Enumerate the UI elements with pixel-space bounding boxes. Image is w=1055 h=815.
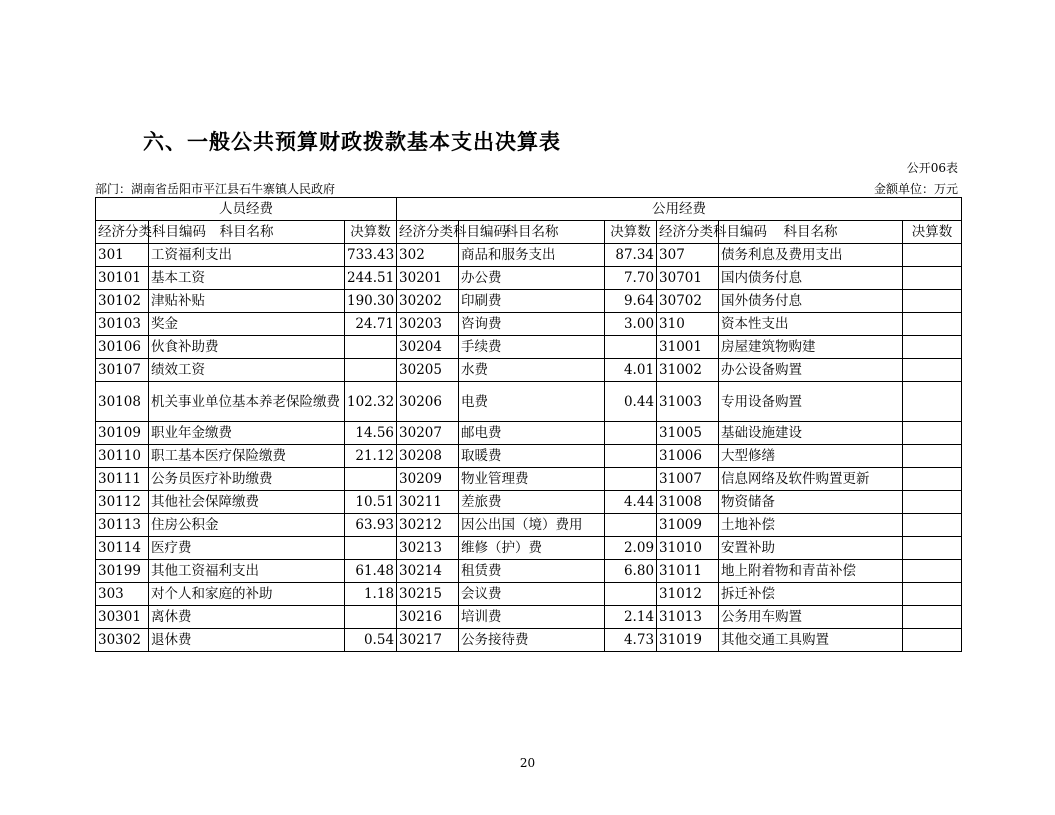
name-cell: 国内债务付息 — [719, 267, 903, 290]
code-cell: 302 — [397, 244, 459, 267]
amount-cell — [903, 244, 962, 267]
table-row — [96, 382, 962, 422]
code-cell: 30114 — [96, 537, 149, 560]
code-cell: 30203 — [397, 313, 459, 336]
code-cell: 30204 — [397, 336, 459, 359]
table-row — [96, 267, 962, 290]
amount-cell: 733.43 — [345, 244, 397, 267]
table-row — [96, 560, 962, 583]
amount-cell: 2.09 — [605, 537, 657, 560]
name-cell: 安置补助 — [719, 537, 903, 560]
name-cell: 奖金 — [149, 313, 345, 336]
name-cell: 资本性支出 — [719, 313, 903, 336]
table-row — [96, 244, 962, 267]
code-cell: 31011 — [657, 560, 719, 583]
amount-cell — [903, 359, 962, 382]
amount-cell — [903, 537, 962, 560]
amount-cell: 61.48 — [345, 560, 397, 583]
name-cell: 拆迁补偿 — [719, 583, 903, 606]
name-cell: 办公设备购置 — [719, 359, 903, 382]
name-cell: 其他交通工具购置 — [719, 629, 903, 652]
code-cell: 307 — [657, 244, 719, 267]
code-cell: 30201 — [397, 267, 459, 290]
name-cell: 国外债务付息 — [719, 290, 903, 313]
code-cell: 31005 — [657, 422, 719, 445]
name-cell: 医疗费 — [149, 537, 345, 560]
table-row — [96, 359, 962, 382]
name-cell: 咨询费 — [459, 313, 605, 336]
table-row — [96, 468, 962, 491]
amount-cell: 0.44 — [605, 382, 657, 422]
name-cell: 基础设施建设 — [719, 422, 903, 445]
name-cell: 公务员医疗补助缴费 — [149, 468, 345, 491]
table-row — [96, 336, 962, 359]
code-cell: 310 — [657, 313, 719, 336]
header-amount: 决算数 — [903, 221, 962, 244]
amount-cell: 14.56 — [345, 422, 397, 445]
code-cell: 30110 — [96, 445, 149, 468]
amount-cell — [345, 606, 397, 629]
code-cell: 31001 — [657, 336, 719, 359]
amount-cell — [605, 514, 657, 537]
code-cell: 30102 — [96, 290, 149, 313]
amount-cell: 10.51 — [345, 491, 397, 514]
name-cell: 债务利息及费用支出 — [719, 244, 903, 267]
form-code: 公开06表 — [906, 161, 958, 175]
code-cell: 30206 — [397, 382, 459, 422]
table-row — [96, 491, 962, 514]
name-cell: 商品和服务支出 — [459, 244, 605, 267]
code-cell: 31010 — [657, 537, 719, 560]
code-cell: 303 — [96, 583, 149, 606]
amount-cell — [903, 560, 962, 583]
amount-cell — [903, 468, 962, 491]
code-cell: 30106 — [96, 336, 149, 359]
header-amount: 决算数 — [605, 221, 657, 244]
name-cell: 印刷费 — [459, 290, 605, 313]
name-cell: 绩效工资 — [149, 359, 345, 382]
amount-cell — [903, 336, 962, 359]
code-cell: 30113 — [96, 514, 149, 537]
code-cell: 31013 — [657, 606, 719, 629]
amount-cell — [903, 267, 962, 290]
name-cell: 其他社会保障缴费 — [149, 491, 345, 514]
amount-cell — [903, 491, 962, 514]
amount-cell — [903, 382, 962, 422]
code-cell: 30208 — [397, 445, 459, 468]
amount-cell: 9.64 — [605, 290, 657, 313]
amount-cell: 4.73 — [605, 629, 657, 652]
amount-cell — [345, 468, 397, 491]
table-row — [96, 422, 962, 445]
amount-cell — [345, 537, 397, 560]
name-cell: 大型修缮 — [719, 445, 903, 468]
code-cell: 30109 — [96, 422, 149, 445]
code-cell: 30112 — [96, 491, 149, 514]
amount-cell — [903, 583, 962, 606]
name-cell: 退休费 — [149, 629, 345, 652]
name-cell: 土地补偿 — [719, 514, 903, 537]
code-cell: 30214 — [397, 560, 459, 583]
name-cell: 因公出国（境）费用 — [459, 514, 605, 537]
code-cell: 30103 — [96, 313, 149, 336]
code-cell: 31003 — [657, 382, 719, 422]
amount-cell — [605, 583, 657, 606]
code-cell: 30216 — [397, 606, 459, 629]
code-cell: 30701 — [657, 267, 719, 290]
name-cell: 差旅费 — [459, 491, 605, 514]
amount-cell: 24.71 — [345, 313, 397, 336]
table-body — [96, 244, 962, 652]
name-cell: 水费 — [459, 359, 605, 382]
expenditure-table — [95, 197, 962, 652]
table-row — [96, 606, 962, 629]
amount-cell — [903, 606, 962, 629]
amount-cell: 6.80 — [605, 560, 657, 583]
name-cell: 房屋建筑物购建 — [719, 336, 903, 359]
amount-cell — [903, 514, 962, 537]
name-cell: 租赁费 — [459, 560, 605, 583]
name-cell: 工资福利支出 — [149, 244, 345, 267]
code-cell: 30202 — [397, 290, 459, 313]
amount-cell — [605, 336, 657, 359]
code-cell: 31007 — [657, 468, 719, 491]
table-row — [96, 514, 962, 537]
name-cell: 其他工资福利支出 — [149, 560, 345, 583]
amount-cell — [903, 290, 962, 313]
amount-cell — [605, 468, 657, 491]
code-cell: 31006 — [657, 445, 719, 468]
name-cell: 基本工资 — [149, 267, 345, 290]
amount-cell: 87.34 — [605, 244, 657, 267]
amount-cell: 0.54 — [345, 629, 397, 652]
code-cell: 30199 — [96, 560, 149, 583]
name-cell: 手续费 — [459, 336, 605, 359]
amount-cell — [903, 629, 962, 652]
table-row — [96, 629, 962, 652]
name-cell: 会议费 — [459, 583, 605, 606]
amount-cell — [903, 313, 962, 336]
code-cell: 30301 — [96, 606, 149, 629]
code-cell: 31009 — [657, 514, 719, 537]
amount-cell — [605, 422, 657, 445]
header-amount: 决算数 — [345, 221, 397, 244]
code-cell: 30213 — [397, 537, 459, 560]
name-cell: 对个人和家庭的补助 — [149, 583, 345, 606]
name-cell: 职工基本医疗保险缴费 — [149, 445, 345, 468]
code-cell: 30702 — [657, 290, 719, 313]
name-cell: 津贴补贴 — [149, 290, 345, 313]
amount-cell: 63.93 — [345, 514, 397, 537]
code-cell: 31002 — [657, 359, 719, 382]
amount-cell — [605, 445, 657, 468]
page-title: 六、一般公共预算财政拨款基本支出决算表 — [143, 130, 561, 154]
code-cell: 30207 — [397, 422, 459, 445]
header-code: 经济分类科目编码 — [96, 221, 149, 244]
code-cell: 30209 — [397, 468, 459, 491]
amount-cell — [903, 422, 962, 445]
amount-cell: 21.12 — [345, 445, 397, 468]
code-cell: 30107 — [96, 359, 149, 382]
amount-cell: 1.18 — [345, 583, 397, 606]
header-name: 科目名称 — [719, 221, 903, 244]
name-cell: 公务用车购置 — [719, 606, 903, 629]
header-code: 经济分类科目编码 — [397, 221, 459, 244]
name-cell: 取暖费 — [459, 445, 605, 468]
name-cell: 信息网络及软件购置更新 — [719, 468, 903, 491]
code-cell: 31008 — [657, 491, 719, 514]
name-cell: 职业年金缴费 — [149, 422, 345, 445]
code-cell: 30205 — [397, 359, 459, 382]
table-row — [96, 537, 962, 560]
amount-cell: 4.44 — [605, 491, 657, 514]
name-cell: 电费 — [459, 382, 605, 422]
name-cell: 地上附着物和青苗补偿 — [719, 560, 903, 583]
code-cell: 30101 — [96, 267, 149, 290]
code-cell: 30302 — [96, 629, 149, 652]
page-number: 20 — [519, 756, 536, 770]
amount-cell: 102.32 — [345, 382, 397, 422]
table-row — [96, 583, 962, 606]
name-cell: 维修（护）费 — [459, 537, 605, 560]
table-row — [96, 445, 962, 468]
name-cell: 物资储备 — [719, 491, 903, 514]
amount-cell: 7.70 — [605, 267, 657, 290]
amount-cell — [903, 445, 962, 468]
name-cell: 住房公积金 — [149, 514, 345, 537]
header-code: 经济分类科目编码 — [657, 221, 719, 244]
name-cell: 邮电费 — [459, 422, 605, 445]
table-row — [96, 290, 962, 313]
name-cell: 机关事业单位基本养老保险缴费 — [149, 382, 345, 422]
group-header-public: 公用经费 — [397, 198, 962, 221]
amount-unit-label: 金额单位：万元 — [873, 182, 958, 196]
code-cell: 31019 — [657, 629, 719, 652]
header-name: 科目名称 — [149, 221, 345, 244]
name-cell: 伙食补助费 — [149, 336, 345, 359]
amount-cell: 4.01 — [605, 359, 657, 382]
header-name: 科目名称 — [459, 221, 605, 244]
code-cell: 31012 — [657, 583, 719, 606]
code-cell: 30212 — [397, 514, 459, 537]
amount-cell: 190.30 — [345, 290, 397, 313]
table-row — [96, 313, 962, 336]
code-cell: 30217 — [397, 629, 459, 652]
amount-cell — [345, 359, 397, 382]
code-cell: 30108 — [96, 382, 149, 422]
name-cell: 离休费 — [149, 606, 345, 629]
name-cell: 物业管理费 — [459, 468, 605, 491]
name-cell: 专用设备购置 — [719, 382, 903, 422]
code-cell: 30111 — [96, 468, 149, 491]
name-cell: 办公费 — [459, 267, 605, 290]
code-cell: 301 — [96, 244, 149, 267]
department-label: 部门：湖南省岳阳市平江县石牛寨镇人民政府 — [95, 182, 336, 196]
amount-cell: 244.51 — [345, 267, 397, 290]
code-cell: 30211 — [397, 491, 459, 514]
group-header-personnel: 人员经费 — [96, 198, 397, 221]
amount-cell: 3.00 — [605, 313, 657, 336]
name-cell: 培训费 — [459, 606, 605, 629]
name-cell: 公务接待费 — [459, 629, 605, 652]
code-cell: 30215 — [397, 583, 459, 606]
amount-cell: 2.14 — [605, 606, 657, 629]
amount-cell — [345, 336, 397, 359]
